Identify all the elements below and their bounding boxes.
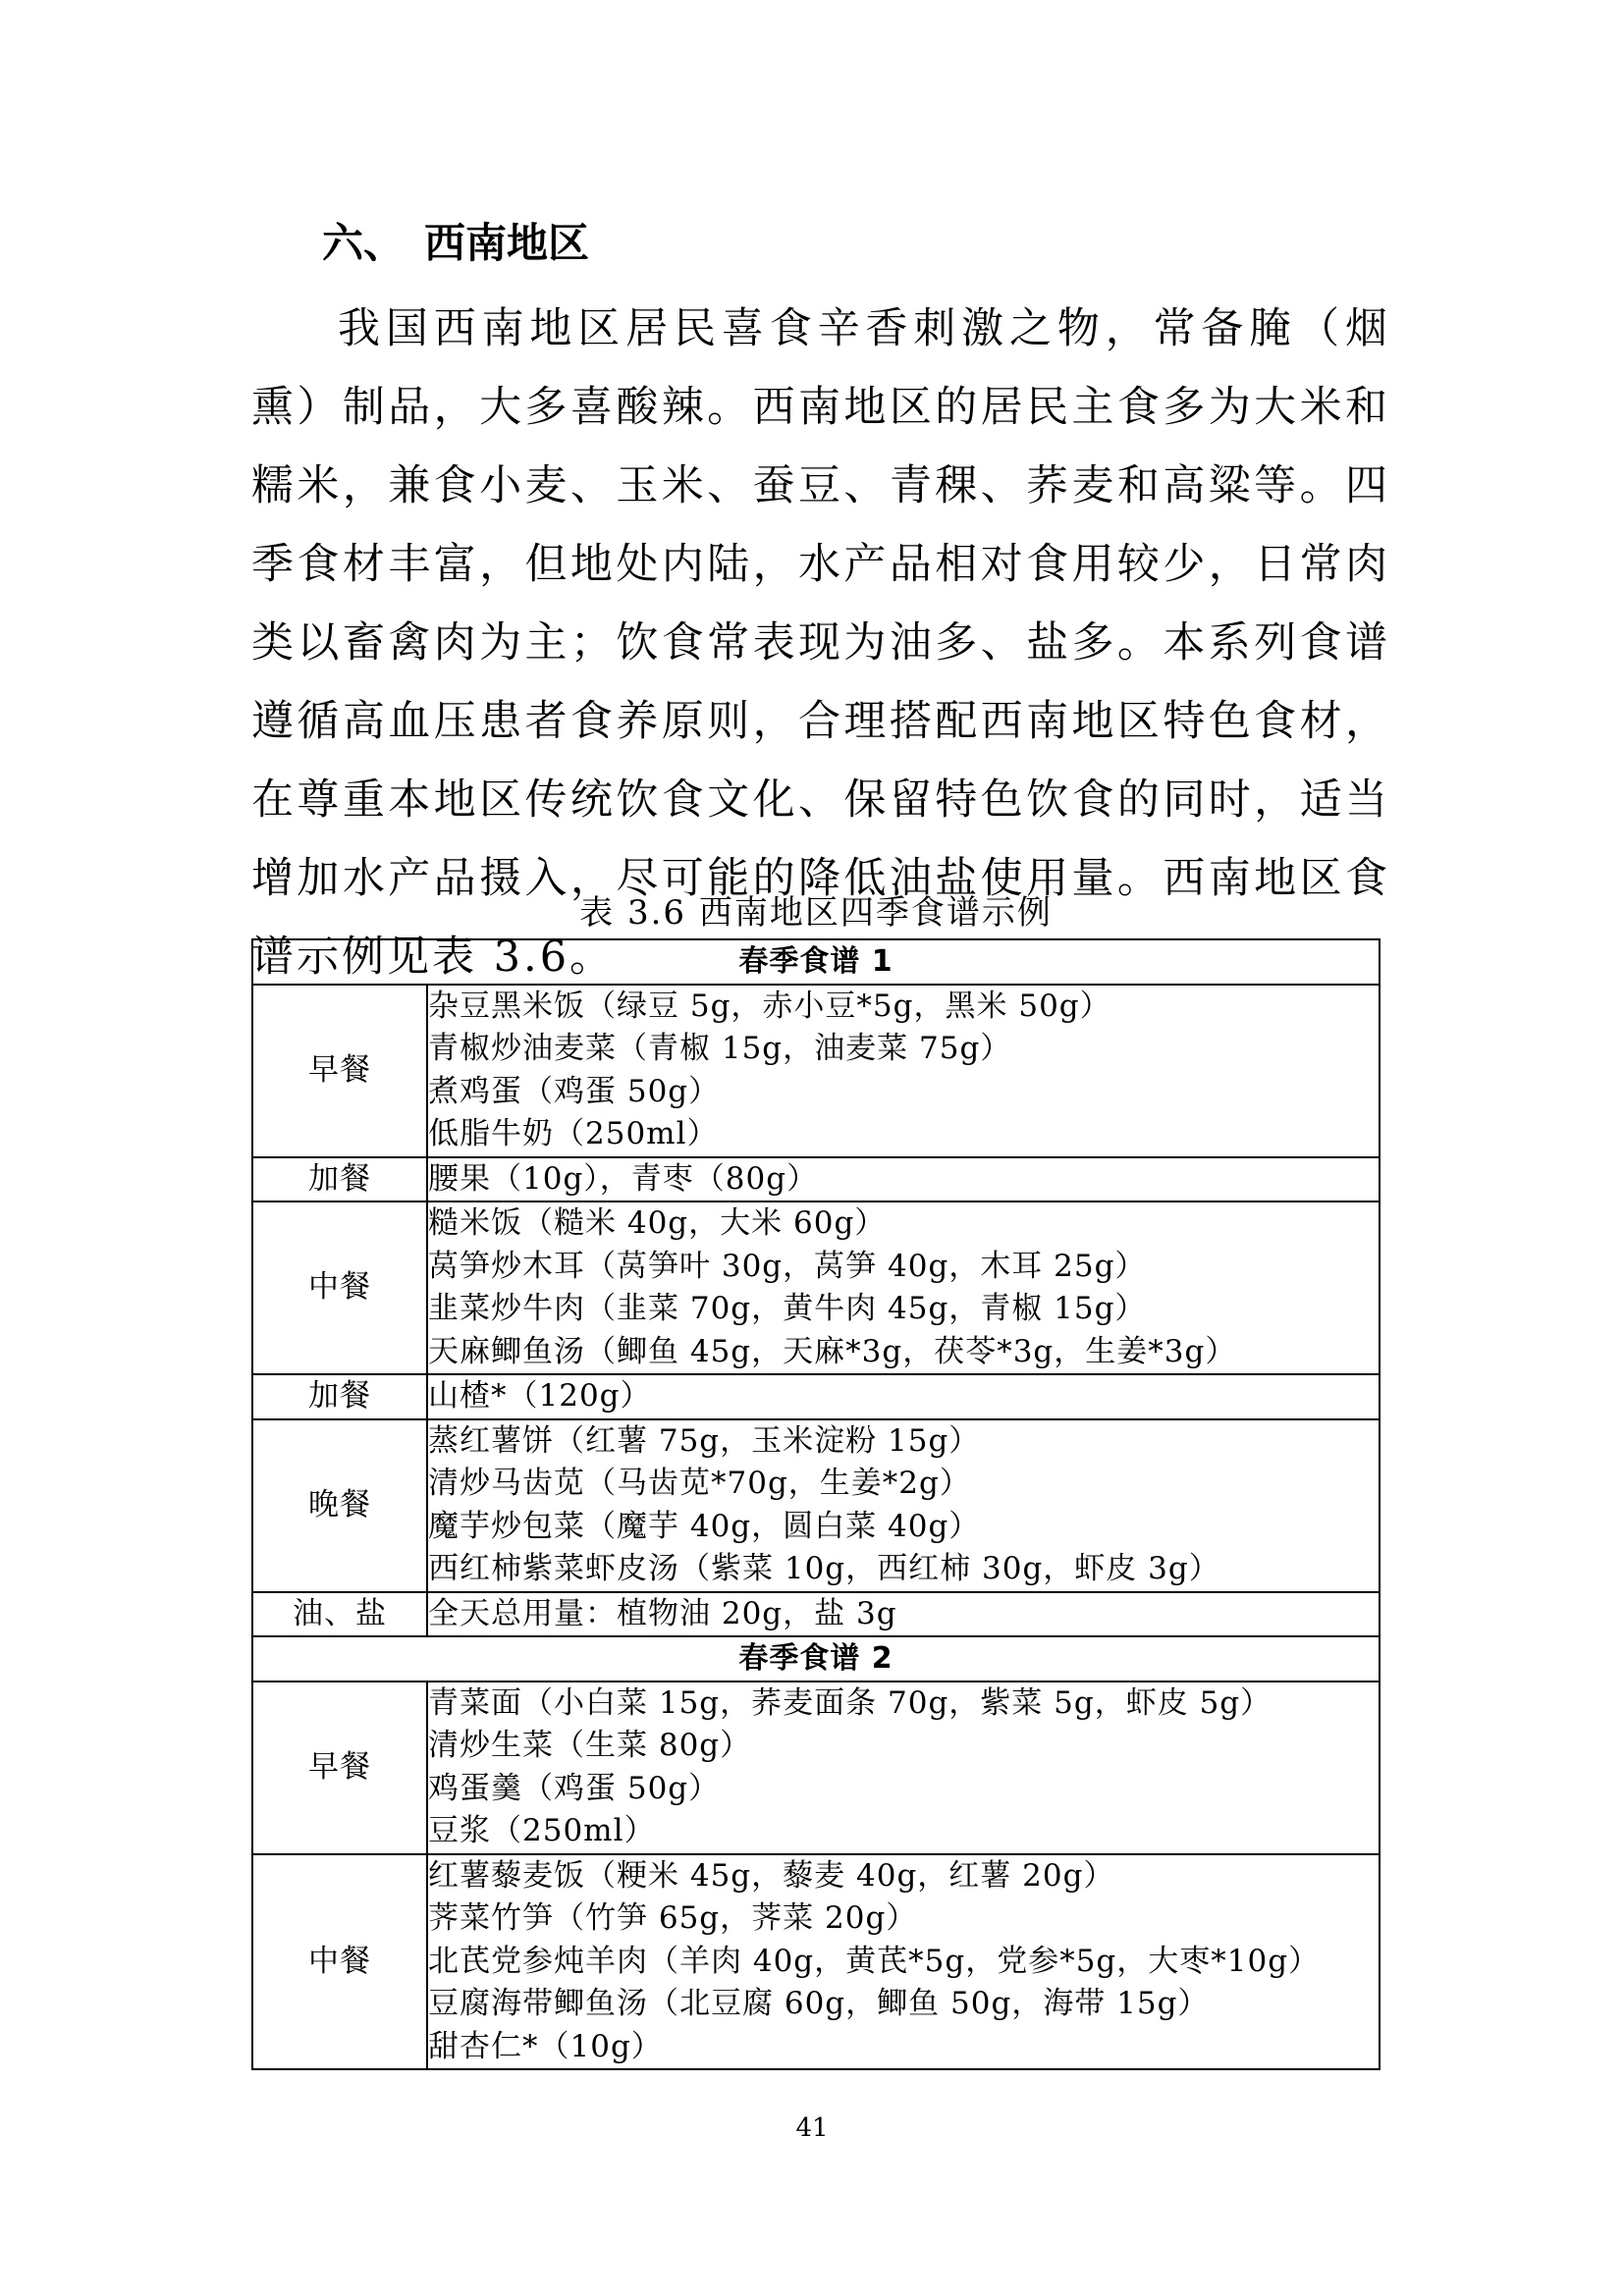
menu-title: 春季食谱 1 [252, 939, 1380, 985]
meal-items [427, 1592, 1380, 1637]
section-heading [322, 214, 589, 273]
menu-item: 西红柿紫菜虾皮汤（紫菜 10g，西红柿 30g，虾皮 3g） [428, 1551, 1220, 1586]
menu-item: 魔芋炒包菜（魔芋 40g，圆白菜 40g） [428, 1508, 981, 1544]
menu-item: 蒸红薯饼（红薯 75g，玉米淀粉 15g） [428, 1422, 981, 1459]
menu-item: 煮鸡蛋（鸡蛋 50g） [428, 1073, 721, 1109]
menu-item: 甜杏仁*（10g） [428, 2028, 663, 2064]
meal-items [427, 1854, 1380, 2070]
table-row [252, 1157, 1380, 1202]
table-row [252, 1201, 1380, 1374]
menu-item: 糙米饭（糙米 40g，大米 60g） [428, 1205, 887, 1241]
meal-items [427, 1157, 1380, 1202]
table-caption: 表 3.6 西南地区四季食谱示例 [579, 893, 1053, 933]
meal-items [427, 985, 1380, 1157]
page-number: 41 [795, 2113, 829, 2143]
menu-item: 北芪党参炖羊肉（羊肉 40g，黄芪*5g，党参*5g，大枣*10g） [428, 1943, 1321, 1979]
menu-item: 山楂*（120g） [428, 1378, 652, 1414]
menu-item: 青菜面（小白菜 15g，荞麦面条 70g，紫菜 5g，虾皮 5g） [428, 1684, 1272, 1721]
body-paragraph: 我国西南地区居民喜食辛香刺激之物，常备腌（烟熏）制品，大多喜酸辣。西南地区的居民主食多为大米和糯米，兼食小麦、玉米、蚕豆、青稞、荞麦和高粱等。四季食材丰富，但地处内陆，水产品相对食用较少，日常肉类以畜禽肉为主；饮食常表现为油多、盐多。本系列食谱遵循高血压患者食养原则，合理搭配西南地区特色食材，在尊重本地区传统饮食文化、保留特色饮食的同时，适当增加水产品摄入，尽可能的降低油盐使用量。西南地区食谱示例见表 3.6。 [251, 304, 1390, 982]
menu-item: 豆腐海带鲫鱼汤（北豆腐 60g，鲫鱼 50g，海带 15g） [428, 1986, 1210, 2021]
section-number: 六、 [322, 219, 406, 267]
meal-label: 油、盐 [252, 1592, 427, 1637]
menu-item: 全天总用量：植物油 20g，盐 3g [428, 1595, 897, 1631]
meal-label: 加餐 [252, 1374, 427, 1419]
menu-item: 腰果（10g），青枣（80g） [428, 1160, 819, 1197]
menu-item: 鸡蛋羹（鸡蛋 50g） [428, 1770, 721, 1806]
meal-items [427, 1682, 1380, 1854]
menu-item: 天麻鲫鱼汤（鲫鱼 45g，天麻*3g，茯苓*3g，生姜*3g） [428, 1333, 1237, 1369]
meal-label: 早餐 [252, 1682, 427, 1854]
meal-label: 中餐 [252, 1854, 427, 2070]
meal-items [427, 1201, 1380, 1374]
menu-item: 红薯藜麦饭（粳米 45g，藜麦 40g，红薯 20g） [428, 1857, 1115, 1894]
table-row [252, 1854, 1380, 2070]
menu-item: 豆浆（250ml） [428, 1813, 656, 1848]
menu-item: 清炒生菜（生菜 80g） [428, 1728, 752, 1763]
meal-label: 中餐 [252, 1201, 427, 1374]
menu-item: 青椒炒油麦菜（青椒 15g，油麦菜 75g） [428, 1031, 1012, 1066]
meal-label: 晚餐 [252, 1419, 427, 1592]
table-row [252, 1592, 1380, 1637]
menu-item: 韭菜炒牛肉（韭菜 70g，黄牛肉 45g，青椒 15g） [428, 1291, 1147, 1326]
menu-item: 莴笋炒木耳（莴笋叶 30g，莴笋 40g，木耳 25g） [428, 1248, 1147, 1284]
menu-item: 荠菜竹笋（竹笋 65g，荠菜 20g） [428, 1900, 918, 1936]
table-row [252, 1682, 1380, 1854]
meal-label: 加餐 [252, 1157, 427, 1202]
meal-label: 早餐 [252, 985, 427, 1157]
table-row [252, 1374, 1380, 1419]
menu-item: 清炒马齿苋（马齿苋*70g，生姜*2g） [428, 1466, 971, 1501]
section-title: 西南地区 [424, 219, 590, 267]
menu-item: 杂豆黑米饭（绿豆 5g，赤小豆*5g，黑米 50g） [428, 988, 1111, 1024]
meal-items [427, 1374, 1380, 1419]
table-row [252, 1419, 1380, 1592]
menu-title: 春季食谱 2 [252, 1636, 1380, 1682]
table-row [252, 1636, 1380, 1682]
table-row [252, 939, 1380, 985]
table-row [252, 985, 1380, 1157]
meal-items [427, 1419, 1380, 1592]
menu-table [251, 938, 1380, 2070]
menu-item: 低脂牛奶（250ml） [428, 1116, 719, 1151]
